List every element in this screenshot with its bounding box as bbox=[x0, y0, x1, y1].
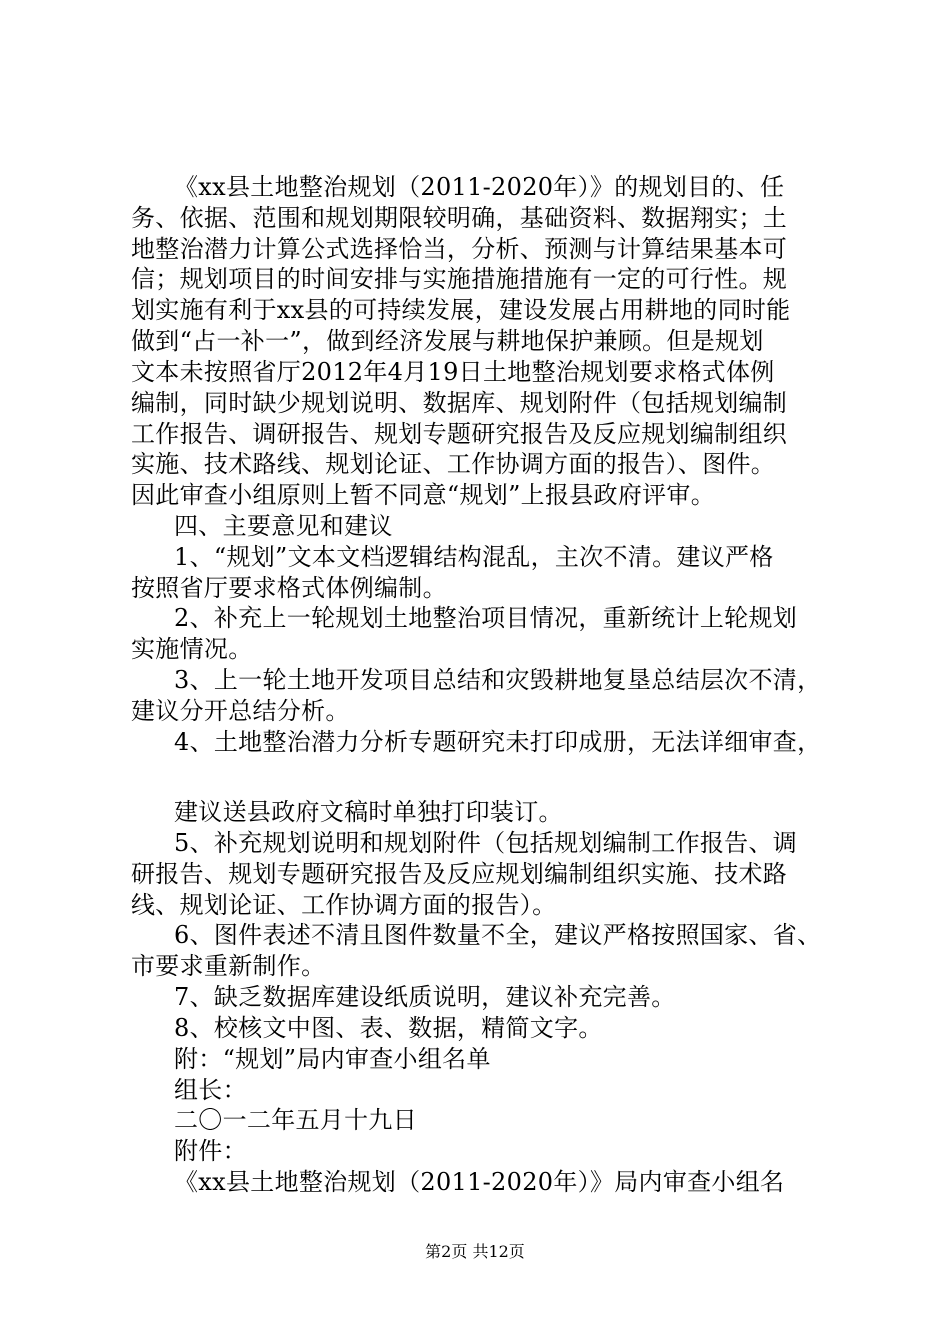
body-line-8: 编制，同时缺少规划说明、数据库、规划附件（包括规划编制 bbox=[131, 389, 788, 417]
body-line-22: 研报告、规划专题研究报告及反应规划编制组织实施、技术路 bbox=[131, 860, 788, 888]
body-line-2: 务、依据、范围和规划期限较明确，基础资料、数据翔实；土 bbox=[131, 204, 788, 232]
page-number-footer: 第2页 共12页 bbox=[425, 1242, 525, 1261]
body-line-10: 实施、技术路线、规划论证、工作协调方面的报告）、图件。 bbox=[131, 450, 776, 478]
body-line-7: 文本未按照省厅2012年4月19日土地整治规划要求格式体例 bbox=[131, 358, 775, 386]
body-line-25: 市要求重新制作。 bbox=[131, 952, 326, 980]
body-line-18: 建议分开总结分析。 bbox=[131, 697, 350, 725]
body-line-3: 地整治潜力计算公式选择恰当，分析、预测与计算结果基本可 bbox=[131, 235, 788, 263]
body-line-28: 附：“规划”局内审查小组名单 bbox=[174, 1045, 491, 1073]
body-line-16: 实施情况。 bbox=[131, 635, 253, 663]
body-line-32: 《xx县土地整治规划（2011-2020年）》局内审查小组名 bbox=[174, 1168, 785, 1196]
body-line-27: 8、校核文中图、表、数据，精简文字。 bbox=[174, 1014, 603, 1042]
body-line-11: 因此审查小组原则上暂不同意“规划”上报县政府评审。 bbox=[131, 481, 716, 509]
body-line-29: 组长： bbox=[174, 1076, 247, 1104]
body-line-21: 5、补充规划说明和规划附件（包括规划编制工作报告、调 bbox=[174, 829, 798, 857]
body-line-17: 3、上一轮土地开发项目总结和灾毁耕地复垦总结层次不清， bbox=[174, 666, 822, 694]
date-line: 二〇一二年五月十九日 bbox=[174, 1106, 417, 1134]
body-line-9: 工作报告、调研报告、规划专题研究报告及反应规划编制组织 bbox=[131, 420, 788, 448]
body-line-23: 线、规划论证、工作协调方面的报告）。 bbox=[131, 891, 557, 919]
body-line-4: 信；规划项目的时间安排与实施措施措施有一定的可行性。规 bbox=[131, 265, 788, 293]
body-line-1: 《xx县土地整治规划（2011-2020年）》的规划目的、任 bbox=[174, 173, 785, 201]
body-line-13: 1、“规划”文本文档逻辑结构混乱，主次不清。建议严格 bbox=[174, 543, 774, 571]
body-line-31: 附件： bbox=[174, 1137, 247, 1165]
body-line-20: 建议送县政府文稿时单独打印装订。 bbox=[174, 798, 563, 826]
body-line-15: 2、补充上一轮规划土地整治项目情况，重新统计上轮规划 bbox=[174, 604, 798, 632]
body-line-14: 按照省厅要求格式体例编制。 bbox=[131, 574, 447, 602]
body-line-24: 6、图件表述不清且图件数量不全，建议严格按照国家、省、 bbox=[174, 921, 822, 949]
section-heading: 四、主要意见和建议 bbox=[174, 512, 393, 540]
body-line-6: 做到“占一补一”，做到经济发展与耕地保护兼顾。但是规划 bbox=[131, 327, 764, 355]
body-line-26: 7、缺乏数据库建设纸质说明，建议补充完善。 bbox=[174, 983, 676, 1011]
body-line-5: 划实施有利于xx县的可持续发展，建设发展占用耕地的同时能 bbox=[131, 296, 791, 324]
body-line-19: 4、土地整治潜力分析专题研究未打印成册，无法详细审查， bbox=[174, 728, 822, 756]
